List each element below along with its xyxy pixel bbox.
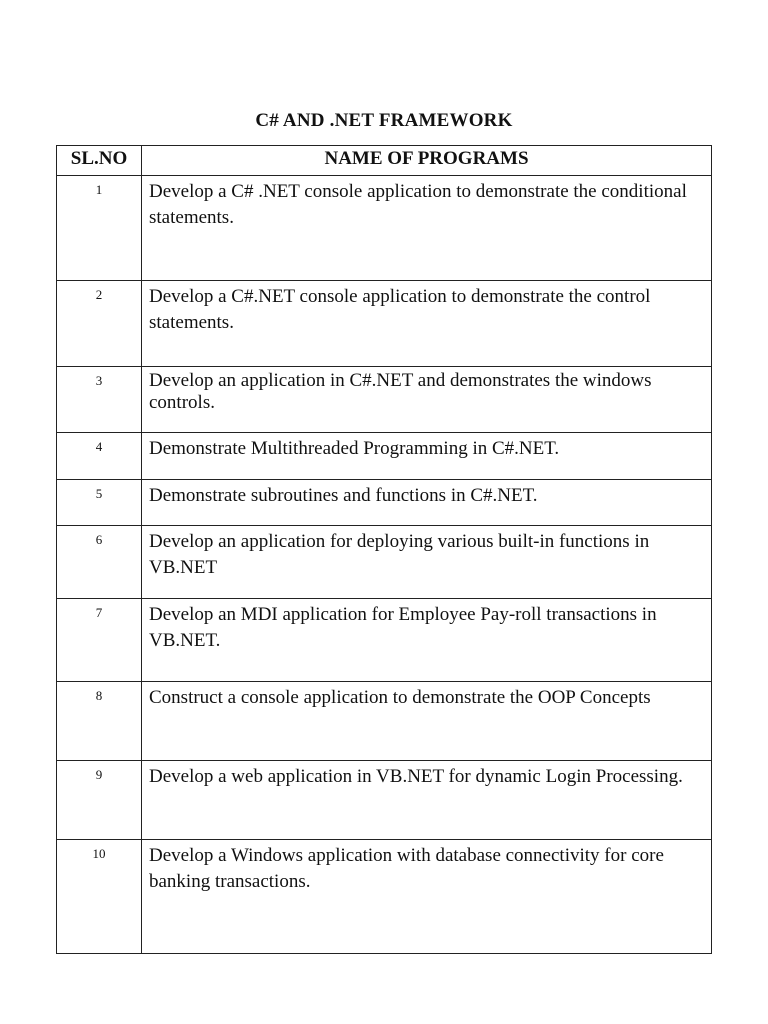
- row-sl-number: 5: [57, 480, 142, 526]
- table-row: [57, 840, 712, 954]
- row-sl-number: 3: [57, 367, 142, 433]
- table-row: [57, 367, 712, 433]
- table-header-row: [57, 146, 712, 176]
- table-row: [57, 761, 712, 840]
- document-title: C# AND .NET FRAMEWORK: [255, 110, 513, 131]
- row-sl-number: 9: [57, 761, 142, 840]
- table-row: [57, 176, 712, 281]
- row-program-name: Develop an application for deploying various built-in functions in VB.NET: [142, 526, 712, 599]
- row-sl-number: 10: [57, 840, 142, 954]
- table-row: [57, 433, 712, 480]
- row-program-name: Develop a C# .NET console application to demonstrate the conditional statements.: [142, 176, 712, 281]
- row-program-name: Develop a Windows application with database connectivity for core banking transactions.: [142, 840, 712, 954]
- table-row: [57, 599, 712, 682]
- row-program-name: Demonstrate subroutines and functions in C#.NET.: [142, 480, 712, 526]
- header-sl-no: SL.NO: [57, 146, 142, 176]
- row-sl-number: 7: [57, 599, 142, 682]
- row-sl-number: 1: [57, 176, 142, 281]
- row-sl-number: 8: [57, 682, 142, 761]
- row-program-name: Construct a console application to demonstrate the OOP Concepts: [142, 682, 712, 761]
- row-program-name: Develop an application in C#.NET and demonstrates the windows controls.: [142, 367, 712, 433]
- table-row: [57, 480, 712, 526]
- table-row: [57, 526, 712, 599]
- table-row: [57, 682, 712, 761]
- programs-table: [56, 145, 712, 954]
- row-program-name: Develop a web application in VB.NET for dynamic Login Processing.: [142, 761, 712, 840]
- table-row: [57, 281, 712, 367]
- row-program-name: Demonstrate Multithreaded Programming in C#.NET.: [142, 433, 712, 480]
- header-name-of-programs: NAME OF PROGRAMS: [142, 146, 712, 176]
- row-sl-number: 6: [57, 526, 142, 599]
- row-program-name: Develop a C#.NET console application to demonstrate the control statements.: [142, 281, 712, 367]
- row-sl-number: 4: [57, 433, 142, 480]
- row-program-name: Develop an MDI application for Employee Pay-roll transactions in VB.NET.: [142, 599, 712, 682]
- row-sl-number: 2: [57, 281, 142, 367]
